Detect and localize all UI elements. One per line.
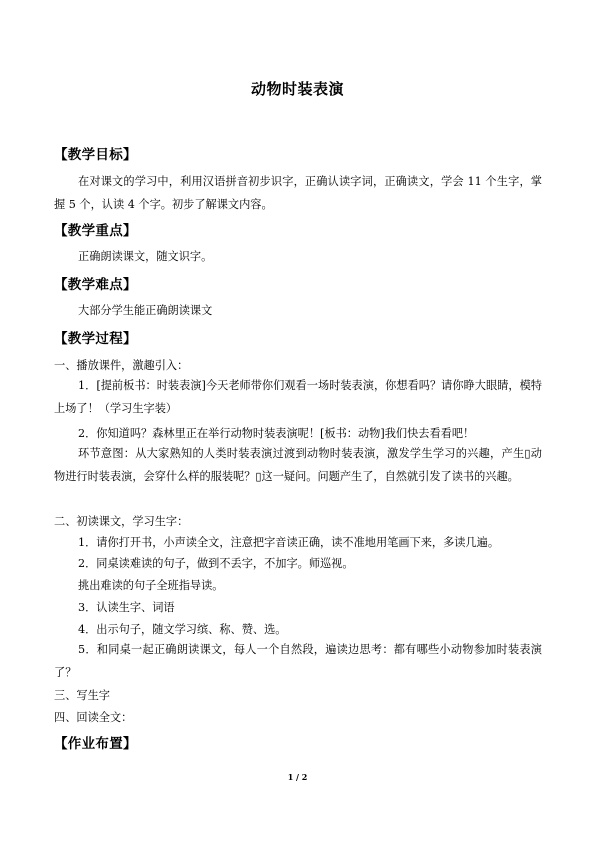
step2-item5: 5．和同桌一起正确朗读课文，每人一个自然段，遍读边思考：都有哪些小动物参加时装表演了？: [54, 643, 542, 679]
paragraph-key-point: 正确朗读课文，随文识字。: [78, 250, 213, 263]
step1-item2: 2．你知道吗？森林里正在举行动物时装表演呢！[板书：动物]我们快去看看吧！: [78, 427, 475, 440]
step2-title: 二、初读课文，学习生字：: [54, 515, 189, 528]
heading-homework: 【作业布置】: [54, 736, 137, 752]
step1-item1: 1．[提前板书：时装表演]今天老师带你们观看一场时装表演，你想看吗？请你睁大眼睛，模特上场了！（学习生字装）: [54, 379, 542, 415]
step1-note: 环节意图：从大家熟知的人类时装表演过渡到动物时装表演，激发学生学习的兴趣，产生▯动物进行时装表演，会穿什么样的服装呢？▯这一疑问。问题产生了，自然就引发了读书的兴趣。: [54, 447, 542, 483]
step4-title: 四、回读全文：: [54, 711, 133, 724]
step2-item1: 1．请你打开书，小声读全文，注意把字音读正确，读不准地用笔画下来，多读几遍。: [78, 536, 500, 549]
heading-key-point: 【教学重点】: [54, 223, 137, 239]
step2-item2: 2．同桌读难读的句子，做到不丢字，不加字。师巡视。: [78, 557, 354, 570]
step3-title: 三、写生字: [54, 689, 110, 702]
step2-item4: 4．出示句子，随文学习缤、称、赞、选。: [78, 623, 287, 636]
page-number: 1 / 2: [287, 772, 308, 782]
heading-teaching-process: 【教学过程】: [54, 331, 137, 347]
step1-title: 一、播放课件，激趣引入：: [54, 359, 189, 372]
document-title: 动物时装表演: [250, 80, 344, 98]
heading-teaching-goal: 【教学目标】: [54, 147, 137, 163]
paragraph-difficulty: 大部分学生能正确朗读课文: [78, 304, 213, 317]
paragraph-teaching-goal: 在对课文的学习中，利用汉语拼音初步识字，正确认读字词，正确读文，学会 11 个生字，掌握 5 个，认读 4 个字。初步了解课文内容。: [54, 175, 542, 211]
heading-difficulty: 【教学难点】: [54, 277, 137, 293]
step2-item3: 3．认读生字、词语: [78, 601, 175, 614]
step2-item2b: 挑出难读的句子全班指导读。: [78, 579, 224, 592]
